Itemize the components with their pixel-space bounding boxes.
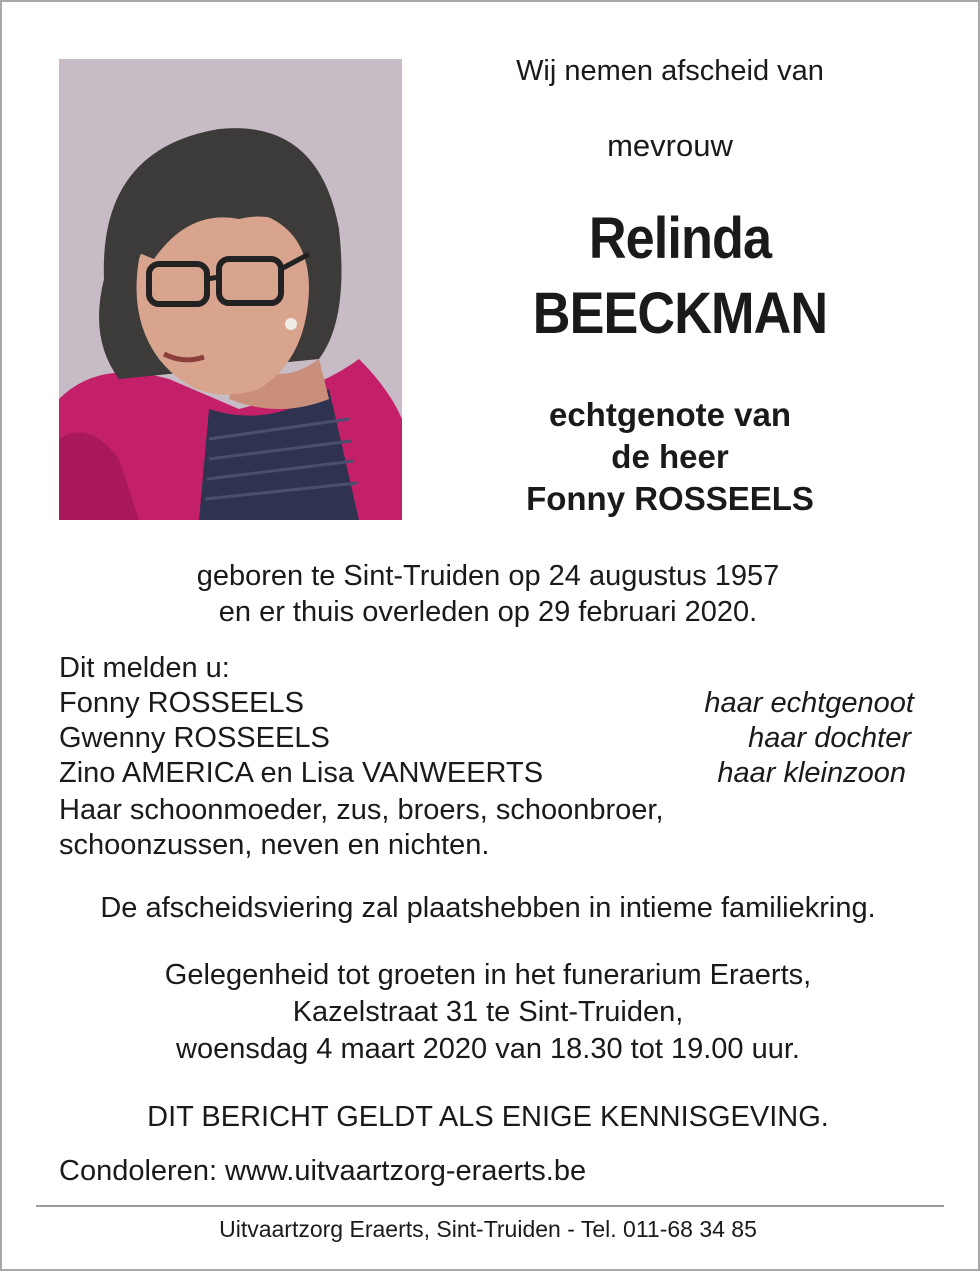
footer-text: Uitvaartzorg Eraerts, Sint-Truiden - Tel. 011-68 34 85 bbox=[219, 1216, 757, 1242]
family-member-name: Gwenny ROSSEELS bbox=[59, 722, 330, 754]
spouse-line-2: de heer bbox=[611, 438, 729, 475]
footer-divider bbox=[36, 1205, 944, 1207]
died-line: en er thuis overleden op 29 februari 2020. bbox=[218, 596, 758, 628]
spouse-line-1: echtgenote van bbox=[548, 396, 792, 433]
born-line: geboren te Sint-Truiden op 24 augustus 1957 bbox=[196, 560, 780, 592]
family-heading: Dit melden u: bbox=[59, 652, 230, 684]
family-member-relation: haar kleinzoon bbox=[717, 757, 906, 789]
visitation-line-1: Gelegenheid tot groeten in het funerarium Eraerts, bbox=[164, 959, 812, 991]
family-member-relation: haar echtgenoot bbox=[704, 687, 914, 719]
family-others-line-1: Haar schoonmoeder, zus, broers, schoonbroer, bbox=[59, 794, 664, 826]
condolence-link[interactable]: Condoleren: www.uitvaartzorg-eraerts.be bbox=[59, 1155, 587, 1187]
title-text: mevrouw bbox=[607, 128, 733, 163]
visitation-line-3: woensdag 4 maart 2020 van 18.30 tot 19.00 uur. bbox=[176, 1033, 800, 1065]
family-others-line-2: schoonzussen, neven en nichten. bbox=[59, 829, 490, 861]
portrait-photo bbox=[59, 59, 402, 520]
intro-text: Wij nemen afscheid van bbox=[516, 55, 824, 87]
visitation-line-2: Kazelstraat 31 te Sint-Truiden, bbox=[292, 996, 684, 1028]
family-member-name: Zino AMERICA en Lisa VANWEERTS bbox=[59, 757, 544, 789]
family-member-relation: haar dochter bbox=[748, 722, 911, 754]
ceremony-text: De afscheidsviering zal plaatshebben in intieme familiekring. bbox=[100, 892, 876, 924]
deceased-last-name: BEECKMAN bbox=[532, 281, 828, 346]
spouse-name: Fonny ROSSEELS bbox=[526, 480, 814, 517]
family-member-name: Fonny ROSSEELS bbox=[59, 687, 304, 719]
notice-statement: DIT BERICHT GELDT ALS ENIGE KENNISGEVING. bbox=[147, 1101, 829, 1133]
deceased-first-name: Relinda bbox=[588, 206, 772, 271]
